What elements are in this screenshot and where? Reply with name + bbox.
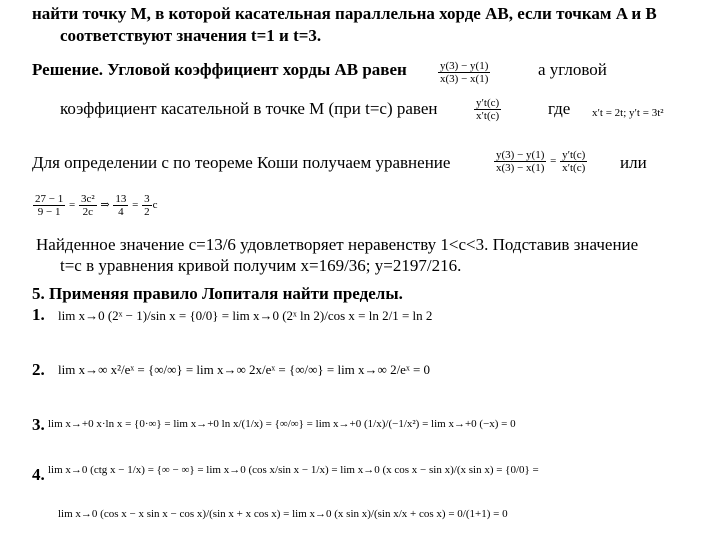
tangent-slope-formula: $\frac{y't(c)}{x't(c)}$ <box>476 97 500 122</box>
limit-formula-1: lim x→0 (2ˣ − 1)/sin x = {0/0} = lim x→0 (2ˣ ln 2)/cos x = ln 2/1 = ln 2 <box>58 308 433 323</box>
tangent-line-end: где <box>548 99 571 118</box>
solution-line-end: а угловой <box>538 60 607 79</box>
limit-formula-2: lim x→∞ x²/eˣ = {∞/∞} = lim x→∞ 2x/eˣ = {∞/∞} = lim x→∞ 2/eˣ = 0 <box>58 362 431 377</box>
tangent-line: коэффициент касательной в точке M (при t=c) равен <box>60 99 438 118</box>
cauchy-line: Для определении c по теореме Коши получаем уравнение <box>32 153 451 172</box>
limit-formula-4a: lim x→0 (ctg x − 1/x) = {∞ − ∞} = lim x→0 (cos x/sin x − 1/x) = lim x→0 (x cos x − sin x)/(x sin x) = {0/0} = <box>48 464 539 476</box>
task-line-2: соответствуют значения t=1 и t=3. <box>60 26 322 45</box>
result-line-1: Найденное значение c=13/6 удовлетворяет неравенству 1<c<3. Подставив значение <box>36 235 639 254</box>
limit-formula-3: lim x→+0 x·ln x = {0·∞} = lim x→+0 ln x/(1/x) = {∞/∞} = lim x→+0 (1/x)/(−1/x²) = lim x→+0 (−x) = 0 <box>48 418 516 430</box>
task-line-1: найти точку M, в которой касательная параллельна хорде AB, если точкам A и B <box>32 4 657 23</box>
section-heading: 5. Применяя правило Лопиталя найти пределы. <box>32 284 403 303</box>
result-line-2: t=c в уравнения кривой получим x=169/36; y=2197/216. <box>60 256 462 275</box>
solution-line: Решение. Угловой коэффициент хорды АВ равен <box>32 60 407 79</box>
item-number-2: 2. <box>32 360 45 379</box>
result-equation: $\frac{27 - 1}{9 - 1}$ = $\frac{\text{3c²}}{2c}$ ⇒ $\frac{13}{4}$ = $\frac{3}{2}$ c <box>35 193 158 218</box>
chord-slope-formula: $\frac{y(3) - y(1)}{x(3) - x(1)}$ <box>440 60 489 85</box>
limit-formula-4b: lim x→0 (cos x − x sin x − cos x)/(sin x + x cos x) = lim x→0 (x sin x)/(sin x/x + cos x) = 0/(1+1) = 0 <box>58 508 508 520</box>
item-number-1: 1. <box>32 305 45 324</box>
item-number-4: 4. <box>32 465 45 484</box>
derivatives-formula: x′t = 2t; y′t = 3t² <box>592 107 664 119</box>
cauchy-equation: $\frac{y(3) - y(1)}{x(3) - x(1)}$ = $\frac{y't(c)}{x't(c)}$ <box>496 149 586 174</box>
item-number-3: 3. <box>32 415 45 434</box>
cauchy-line-end: или <box>620 153 647 172</box>
